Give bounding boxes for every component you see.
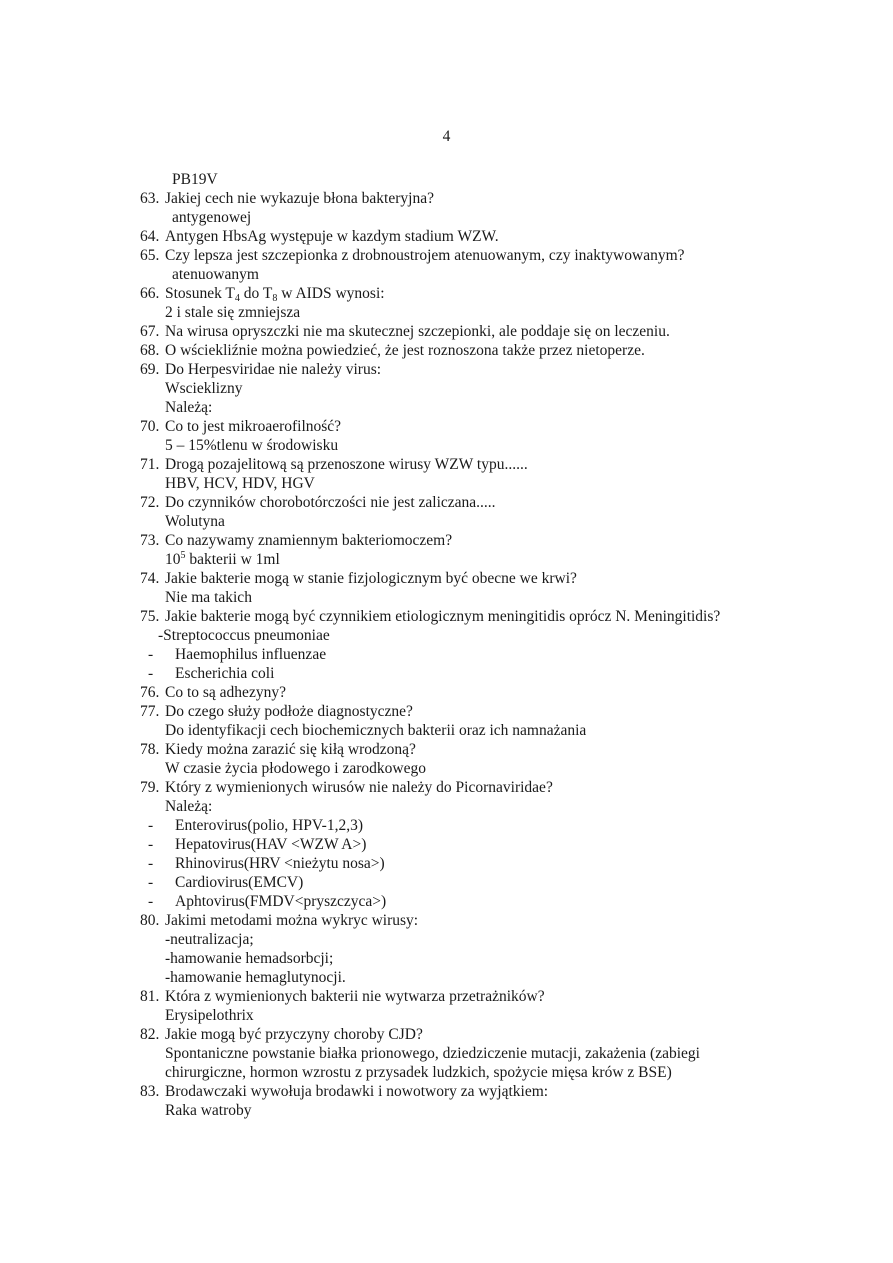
question-number: 73.	[140, 532, 160, 549]
answer-80-item: -hamowanie hemadsorbcji;	[165, 950, 334, 967]
question-text: Jakie mogą być przyczyny choroby CJD?	[165, 1026, 423, 1043]
question-text: Która z wymienionych bakterii nie wytwarza przetrażników?	[165, 988, 545, 1005]
answer-75-item	[140, 664, 790, 683]
question-79	[140, 778, 790, 797]
question-text: Do Herpesviridae nie należy virus:	[165, 361, 382, 378]
question-number: 77.	[140, 703, 160, 720]
item-text: Haemophilus influenzae	[175, 646, 327, 663]
question-70	[140, 417, 790, 436]
item-text: Hepatovirus(HAV <WZW A>)	[175, 836, 367, 853]
dash-bullet: -	[148, 855, 154, 872]
answer-79-item	[140, 873, 790, 892]
question-text: Czy lepsza jest szczepionka z drobnoustrojem atenuowanym, czy inaktywowanym?	[165, 247, 685, 264]
question-68	[140, 341, 790, 360]
page-number: 4	[442, 128, 451, 145]
answer-79-item	[140, 816, 790, 835]
question-text: Jakie bakterie mogą być czynnikiem etiologicznym meningitidis oprócz N. Meningitidis?	[165, 608, 721, 625]
question-text: Na wirusa opryszczki nie ma skutecznej szczepionki, ale poddaje się on leczeniu.	[165, 323, 670, 340]
answer-line: PB19V	[172, 171, 218, 188]
question-76	[140, 683, 790, 702]
answer-80-item: -neutralizacja;	[165, 931, 254, 948]
question-number: 63.	[140, 190, 160, 207]
answer-79-item	[140, 835, 790, 854]
answer-79-note: Należą:	[165, 798, 213, 815]
question-text: Co to jest mikroaerofilność?	[165, 418, 342, 435]
dash-bullet: -	[148, 665, 154, 682]
answer-75-item	[140, 645, 790, 664]
question-text: Antygen HbsAg występuje w kazdym stadium WZW.	[165, 228, 499, 245]
answer-63: antygenowej	[172, 209, 252, 226]
question-number: 82.	[140, 1026, 160, 1043]
question-81	[140, 987, 790, 1006]
question-71	[140, 455, 790, 474]
item-text: Enterovirus(polio, HPV-1,2,3)	[175, 817, 363, 834]
question-text: Co nazywamy znamiennym bakteriomoczem?	[165, 532, 453, 549]
answer-80-item: -hamowanie hemaglutynocji.	[165, 969, 346, 986]
answer-75-item: -Streptococcus pneumoniae	[158, 627, 330, 644]
question-text: Jakie bakterie mogą w stanie fizjologicznym być obecne we krwi?	[165, 570, 577, 587]
dash-bullet: -	[148, 836, 154, 853]
answer-78: W czasie życia płodowego i zarodkowego	[165, 760, 426, 777]
dash-bullet: -	[148, 646, 154, 663]
question-text: Do czynników chorobotórczości nie jest zaliczana.....	[165, 494, 496, 511]
question-text: Kiedy można zarazić się kiłą wrodzoną?	[165, 741, 416, 758]
question-text	[165, 285, 385, 302]
question-67	[140, 322, 790, 341]
question-number: 80.	[140, 912, 160, 929]
text-part: w AIDS wynosi:	[277, 285, 385, 302]
question-number: 66.	[140, 285, 160, 302]
question-80	[140, 911, 790, 930]
subscript: 4	[234, 293, 240, 304]
question-72	[140, 493, 790, 512]
question-number: 64.	[140, 228, 160, 245]
question-78	[140, 740, 790, 759]
question-text: Co to są adhezyny?	[165, 684, 286, 701]
question-66	[140, 284, 790, 303]
question-text: O wściekliźnie można powiedzieć, że jest roznoszona także przez nietoperze.	[165, 342, 645, 359]
dash-bullet: -	[148, 817, 154, 834]
answer-79-item	[140, 892, 790, 911]
question-82	[140, 1025, 790, 1044]
answer-82-cont: chirurgiczne, hormon wzrostu z przysadek ludzkich, spożycie mięsa krów z BSE)	[165, 1064, 672, 1081]
question-83	[140, 1082, 790, 1101]
question-number: 67.	[140, 323, 160, 340]
question-number: 76.	[140, 684, 160, 701]
answer-70: 5 – 15%tlenu w środowisku	[165, 437, 339, 454]
question-number: 65.	[140, 247, 160, 264]
text-part: Stosunek T	[165, 285, 235, 302]
question-number: 81.	[140, 988, 160, 1005]
answer-65: atenuowanym	[172, 266, 259, 283]
item-text: Rhinovirus(HRV <nieżytu nosa>)	[175, 855, 385, 872]
answer-71: HBV, HCV, HDV, HGV	[165, 475, 315, 492]
question-74	[140, 569, 790, 588]
superscript: 5	[180, 550, 186, 561]
question-number: 69.	[140, 361, 160, 378]
question-text: Brodawczaki wywołuja brodawki i nowotwory za wyjątkiem:	[165, 1083, 549, 1100]
question-77	[140, 702, 790, 721]
text-part: bakterii w 1ml	[185, 551, 280, 568]
answer-69: Wscieklizny	[165, 380, 243, 397]
question-text: Który z wymienionych wirusów nie należy do Picornaviridae?	[165, 779, 553, 796]
question-number: 75.	[140, 608, 160, 625]
text-part: do T	[239, 285, 273, 302]
answer-69-note: Należą:	[165, 399, 213, 416]
question-number: 70.	[140, 418, 160, 435]
question-number: 72.	[140, 494, 160, 511]
answer-72: Wolutyna	[165, 513, 225, 530]
dash-bullet: -	[148, 874, 154, 891]
question-text: Drogą pozajelitową są przenoszone wirusy WZW typu......	[165, 456, 528, 473]
question-number: 68.	[140, 342, 160, 359]
question-73	[140, 531, 790, 550]
question-69	[140, 360, 790, 379]
item-text: Escherichia coli	[175, 665, 275, 682]
question-63	[140, 189, 790, 208]
text-part: 10	[165, 551, 181, 568]
question-number: 71.	[140, 456, 160, 473]
question-64	[140, 227, 790, 246]
answer-77: Do identyfikacji cech biochemicznych bakterii oraz ich namnażania	[165, 722, 587, 739]
answer-66: 2 i stale się zmniejsza	[165, 304, 301, 321]
document-body	[140, 170, 790, 1120]
question-75	[140, 607, 790, 626]
answer-81: Erysipelothrix	[165, 1007, 254, 1024]
answer-83: Raka watroby	[165, 1102, 252, 1119]
question-number: 79.	[140, 779, 160, 796]
question-65	[140, 246, 790, 265]
question-text: Jakiej cech nie wykazuje błona bakteryjna?	[165, 190, 434, 207]
subscript: 8	[272, 293, 278, 304]
answer-79-item	[140, 854, 790, 873]
question-text: Jakimi metodami można wykryc wirusy:	[165, 912, 419, 929]
answer-73	[140, 550, 790, 569]
question-number: 78.	[140, 741, 160, 758]
item-text: Cardiovirus(EMCV)	[175, 874, 304, 891]
question-number: 74.	[140, 570, 160, 587]
item-text: Aphtovirus(FMDV<pryszczyca>)	[175, 893, 387, 910]
answer-82: Spontaniczne powstanie białka prionowego, dziedziczenie mutacji, zakażenia (zabiegi	[165, 1045, 700, 1062]
answer-74: Nie ma takich	[165, 589, 252, 606]
question-number: 83.	[140, 1083, 160, 1100]
dash-bullet: -	[148, 893, 154, 910]
question-text: Do czego służy podłoże diagnostyczne?	[165, 703, 413, 720]
